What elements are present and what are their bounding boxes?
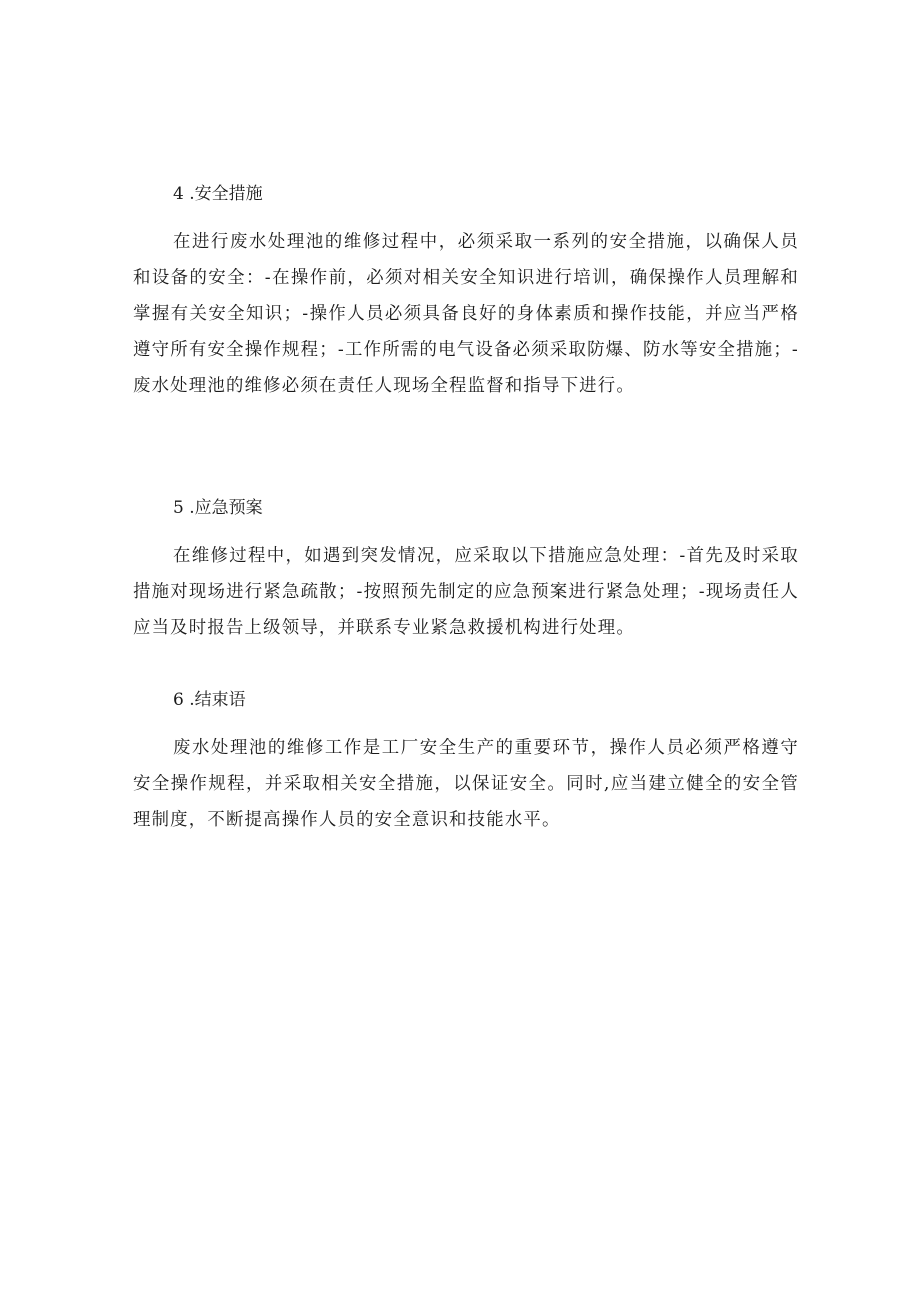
section-heading: 6 .结束语: [173, 690, 246, 710]
section-conclusion: [133, 688, 799, 838]
section-safety-measures: [133, 182, 799, 404]
section-emergency-plan: [133, 496, 799, 646]
section-heading: 5 .应急预案: [173, 498, 263, 518]
section-heading: 4 .安全措施: [173, 184, 263, 204]
section-body: 废水处理池的维修工作是工厂安全生产的重要环节，操作人员必须严格遵守安全操作规程，并采取相关安全措施，以保证安全。同时,应当建立健全的安全管理制度，不断提高操作人员的安全意识和技能水平。: [133, 738, 799, 830]
section-body: 在进行废水处理池的维修过程中，必须采取一系列的安全措施，以确保人员和设备的安全：-在操作前，必须对相关安全知识进行培训，确保操作人员理解和掌握有关安全知识；-操作人员必须具备良好的身体素质和操作技能，并应当严格遵守所有安全操作规程；-工作所需的电气设备必须采取防爆、防水等安全措施；-废水处理池的维修必须在责任人现场全程监督和指导下进行。: [133, 232, 799, 396]
section-body: 在维修过程中，如遇到突发情况，应采取以下措施应急处理：-首先及时采取措施对现场进行紧急疏散；-按照预先制定的应急预案进行紧急处理；-现场责任人应当及时报告上级领导，并联系专业紧急救援机构进行处理。: [133, 546, 799, 638]
